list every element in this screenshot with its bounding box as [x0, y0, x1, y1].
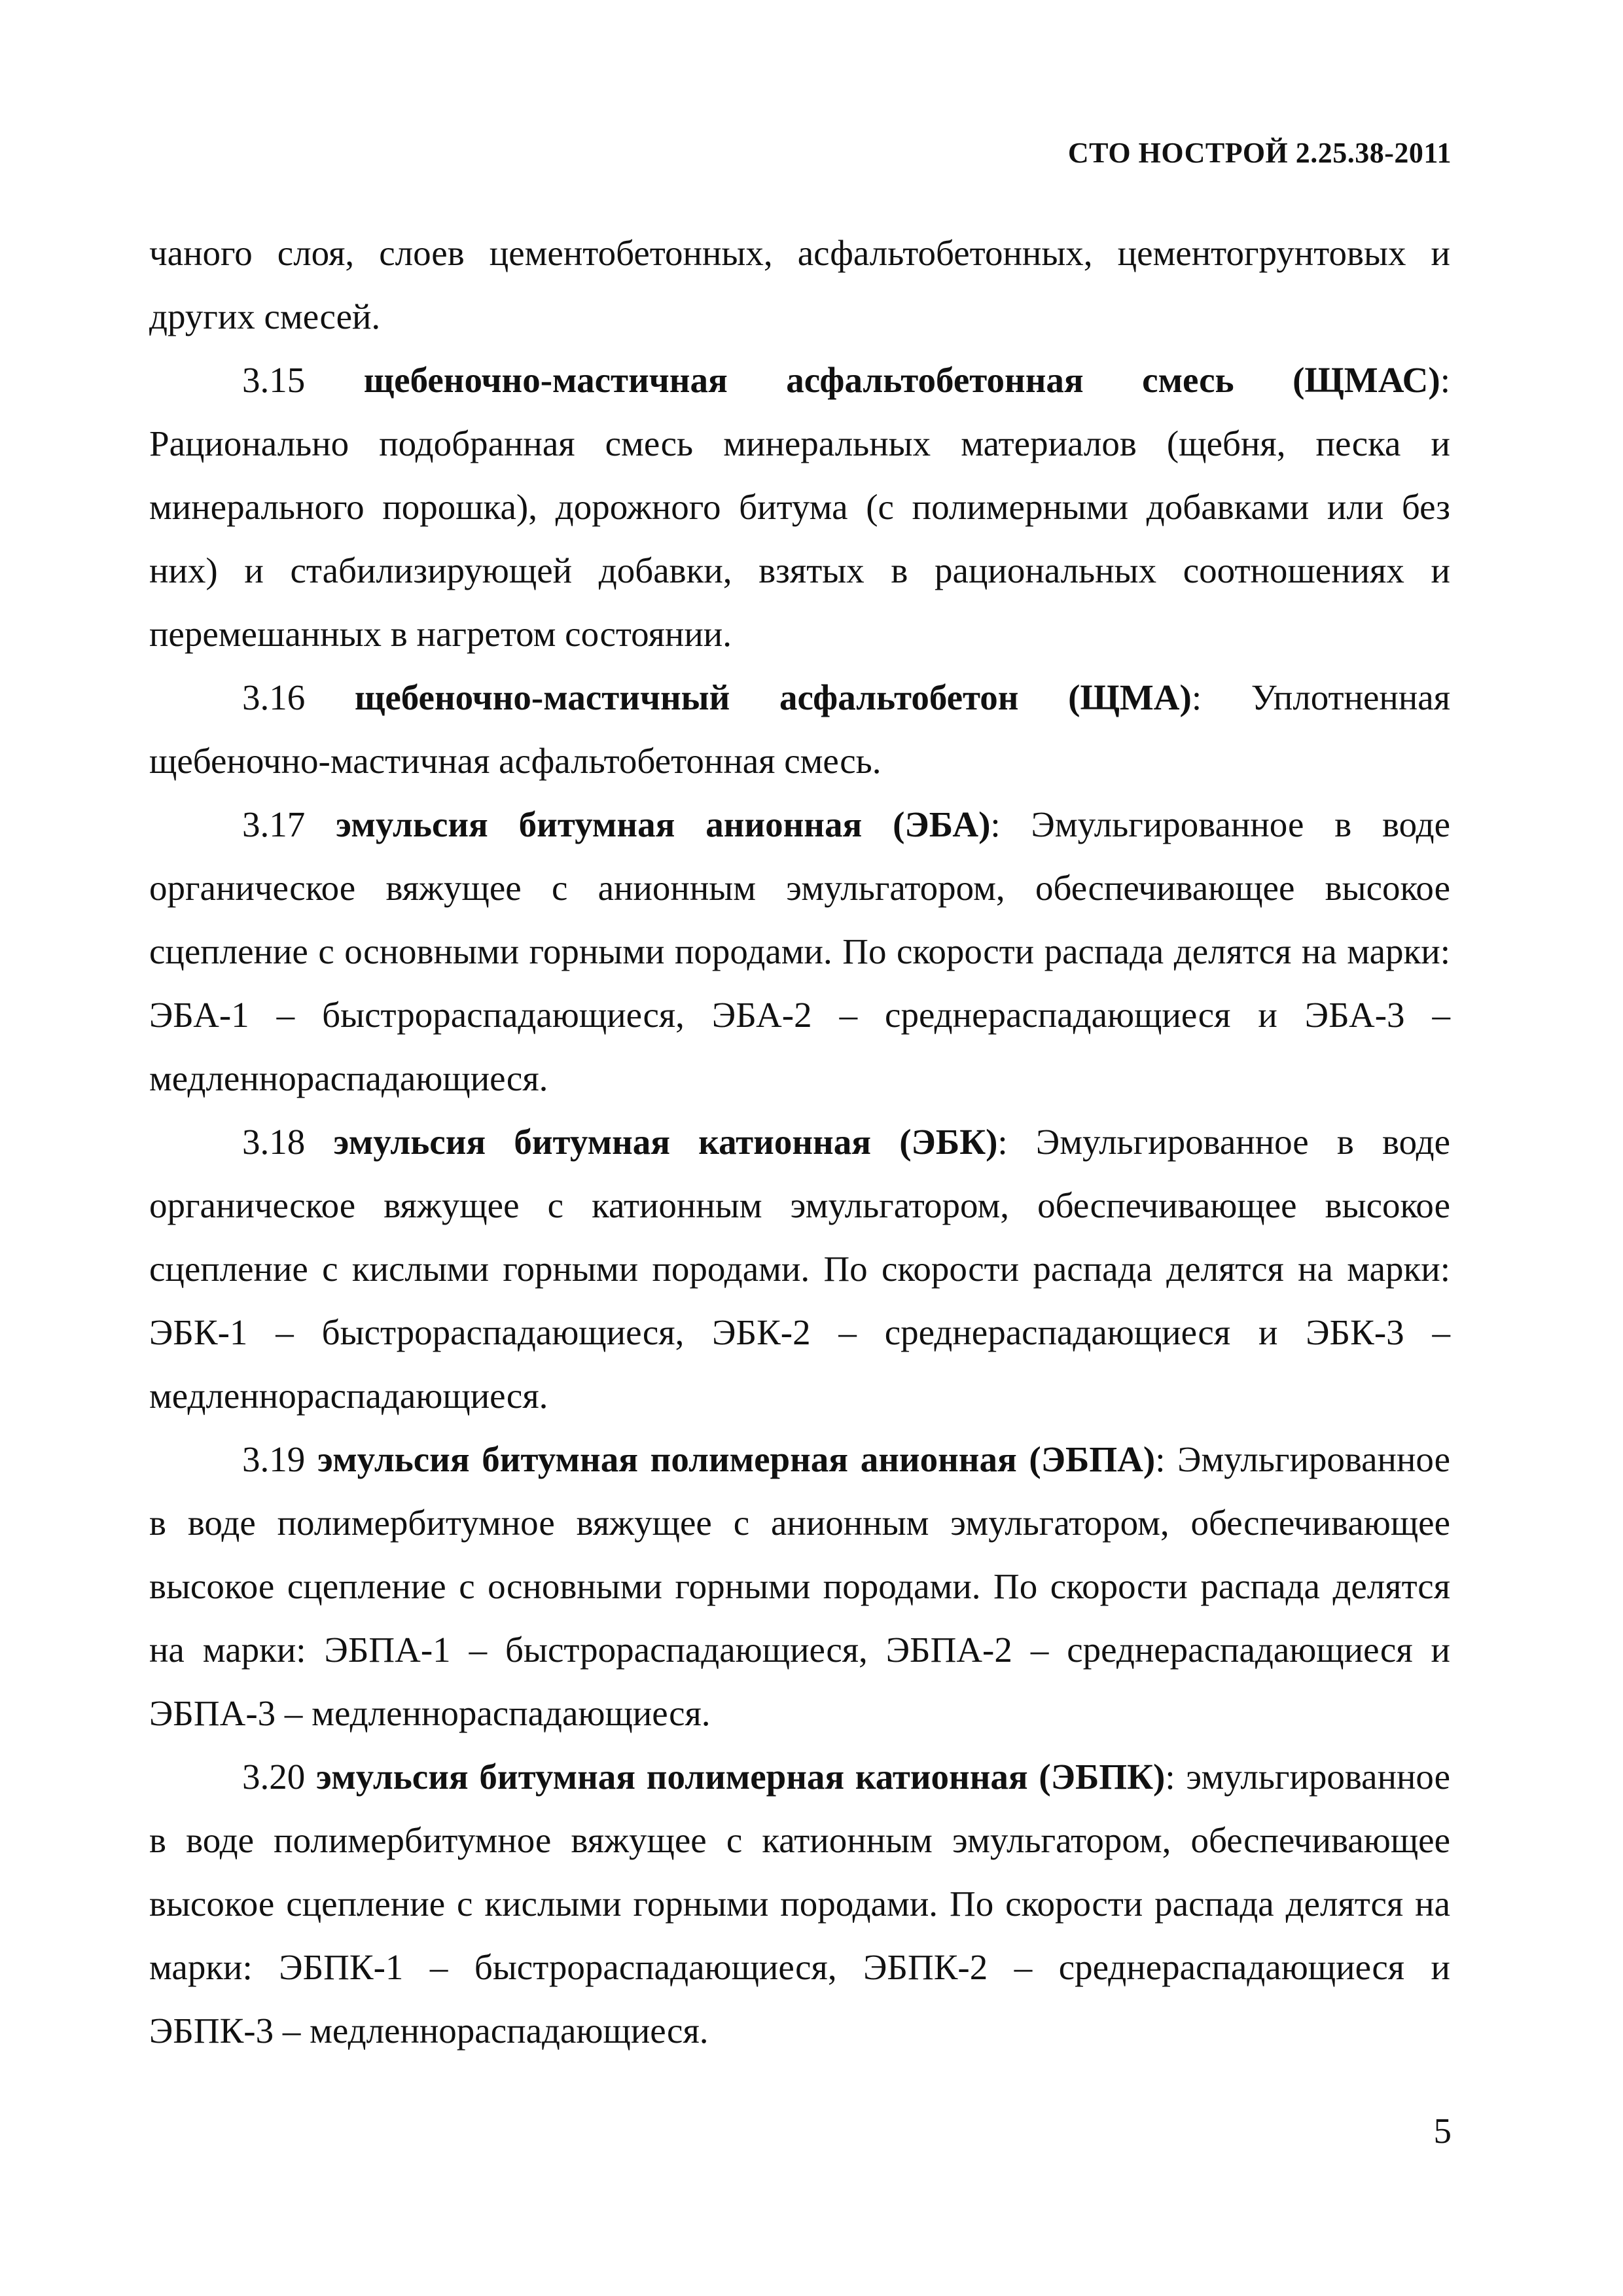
definition-number: 3.17 — [242, 804, 336, 844]
definition-3-16 — [149, 666, 1450, 793]
paragraph-text: чаного слоя, слоев цементобетонных, асфальтобетонных, цементогрунтовых и других смесей. — [149, 233, 1450, 336]
definition-3-20 — [149, 1745, 1450, 2062]
definition-term: эмульсия битумная анионная (ЭБА) — [336, 804, 991, 844]
definition-number: 3.18 — [242, 1122, 334, 1162]
definition-term: щебеночно-мастичный асфальтобетон (ЩМА) — [354, 677, 1192, 717]
page-number: 5 — [1433, 2111, 1452, 2151]
definition-term: эмульсия битумная полимерная анионная (ЭБПА) — [317, 1439, 1156, 1479]
definition-3-19 — [149, 1427, 1450, 1745]
definition-term: эмульсия битумная катионная (ЭБК) — [333, 1122, 998, 1162]
document-body — [149, 221, 1450, 2062]
definition-text: : Уплотненная щебеночно-мастичная асфальтобетонная смесь. — [149, 677, 1450, 781]
definition-3-18 — [149, 1110, 1450, 1427]
definition-number: 3.15 — [242, 360, 364, 400]
paragraph-continuation — [149, 221, 1450, 348]
definition-text: : Рационально подобранная смесь минеральных материалов (щебня, песка и минерального порошка), дорожного битума (с полимерными добавками или без них) и стабилизирующей добавки, взятых в рациональных соотношениях и перемешанных в нагретом состоянии. — [149, 360, 1451, 654]
definition-number: 3.16 — [242, 677, 355, 717]
definition-text: : эмульгированное в воде полимербитумное вяжущее с катионным эмульгатором, обеспечивающее высокое сцепление с кислыми горными породами. По скорости распада делятся на марки: ЭБПК-1 – быстрораспадающиеся, ЭБПК-2 – среднераспадающиеся и ЭБПК-3 – медленнораспадающиеся. — [149, 1757, 1451, 2051]
document-code-header: СТО НОСТРОЙ 2.25.38-2011 — [1067, 137, 1452, 169]
definition-term: эмульсия битумная полимерная катионная (ЭБПК) — [315, 1757, 1166, 1797]
definition-text: : Эмульгированное в воде органическое вяжущее с анионным эмульгатором, обеспечивающее высокое сцепление с основными горными породами. По скорости распада делятся на марки: ЭБА-1 – быстрораспадающиеся, ЭБА-2 – среднераспадающиеся и ЭБА-3 – медленнораспадающиеся. — [149, 804, 1450, 1098]
definition-3-15 — [149, 348, 1450, 666]
definition-text: : Эмульгированное в воде полимербитумное вяжущее с анионным эмульгатором, обеспечивающее высокое сцепление с основными горными породами. По скорости распада делятся на марки: ЭБПА-1 – быстрораспадающиеся, ЭБПА-2 – среднераспадающиеся и ЭБПА-3 – медленнораспадающиеся. — [149, 1439, 1451, 1733]
definition-text: : Эмульгированное в воде органическое вяжущее с катионным эмульгатором, обеспечивающее высокое сцепление с кислыми горными породами. По скорости распада делятся на марки: ЭБК-1 – быстрораспадающиеся, ЭБК-2 – среднераспадающиеся и ЭБК-3 – медленнораспадающиеся. — [149, 1122, 1450, 1416]
definition-3-17 — [149, 793, 1450, 1110]
definition-number: 3.20 — [242, 1757, 316, 1797]
definition-number: 3.19 — [242, 1439, 317, 1479]
definition-term: щебеночно-мастичная асфальтобетонная смесь (ЩМАС) — [363, 360, 1440, 400]
